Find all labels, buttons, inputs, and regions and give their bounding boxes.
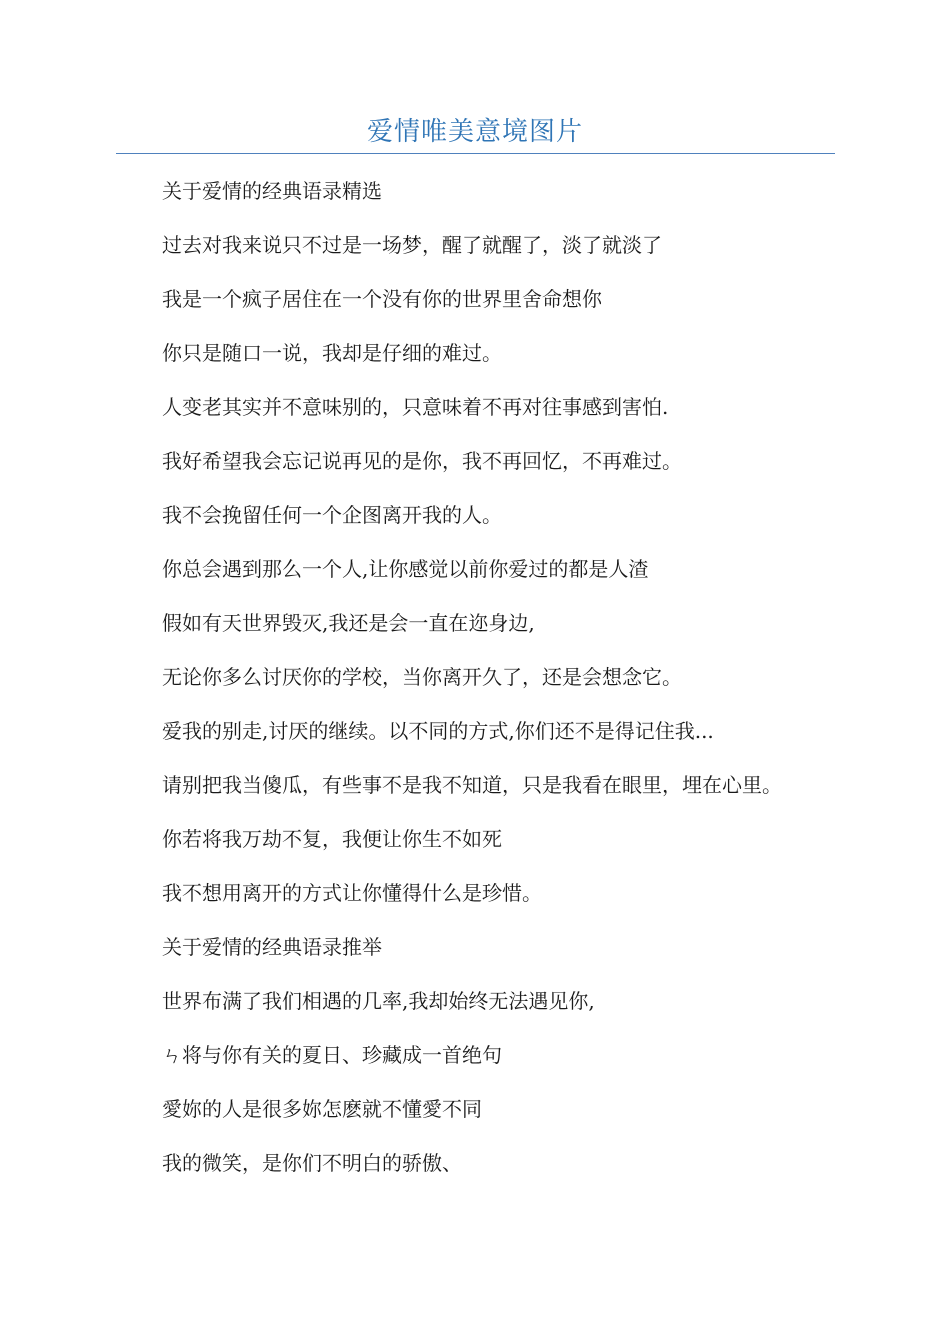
paragraph: 你若将我万劫不复，我便让你生不如死 bbox=[162, 827, 502, 851]
paragraph: 人变老其实并不意味别的，只意味着不再对往事感到害怕. bbox=[162, 395, 669, 419]
paragraph: 爱我的别走,讨厌的继续。以不同的方式,你们还不是得记住我... bbox=[162, 719, 714, 743]
paragraph: 我不会挽留任何一个企图离开我的人。 bbox=[162, 503, 502, 527]
paragraph: 我是一个疯子居住在一个没有你的世界里舍命想你 bbox=[162, 287, 602, 311]
title-underline bbox=[116, 153, 835, 154]
document-title: 爱情唯美意境图片 bbox=[366, 117, 583, 147]
paragraph: 请别把我当傻瓜，有些事不是我不知道，只是我看在眼里，埋在心里。 bbox=[162, 773, 782, 797]
paragraph: 关于爱情的经典语录推举 bbox=[162, 935, 382, 959]
paragraph: 你总会遇到那么一个人,让你感觉以前你爱过的都是人渣 bbox=[162, 557, 649, 581]
document-body bbox=[116, 172, 836, 1198]
paragraph: 我好希望我会忘记说再见的是你，我不再回忆，不再难过。 bbox=[162, 449, 682, 473]
paragraph: 无论你多么讨厌你的学校，当你离开久了，还是会想念它。 bbox=[162, 665, 682, 689]
paragraph: 愛妳的人是很多妳怎麽就不懂愛不同 bbox=[162, 1097, 482, 1121]
paragraph: 我不想用离开的方式让你懂得什么是珍惜。 bbox=[162, 881, 542, 905]
paragraph: 关于爱情的经典语录精选 bbox=[162, 179, 382, 203]
paragraph: 世界布满了我们相遇的几率,我却始终无法遇见你, bbox=[162, 989, 595, 1013]
paragraph: ㄣ将与你有关的夏日、珍藏成一首绝句 bbox=[162, 1043, 502, 1067]
paragraph: 你只是随口一说，我却是仔细的难过。 bbox=[162, 341, 502, 365]
paragraph: 假如有天世界毁灭,我还是会一直在迩身边, bbox=[162, 611, 535, 635]
paragraph: 过去对我来说只不过是一场梦，醒了就醒了，淡了就淡了 bbox=[162, 233, 662, 257]
paragraph: 我的微笑，是你们不明白的骄傲、 bbox=[162, 1151, 462, 1175]
